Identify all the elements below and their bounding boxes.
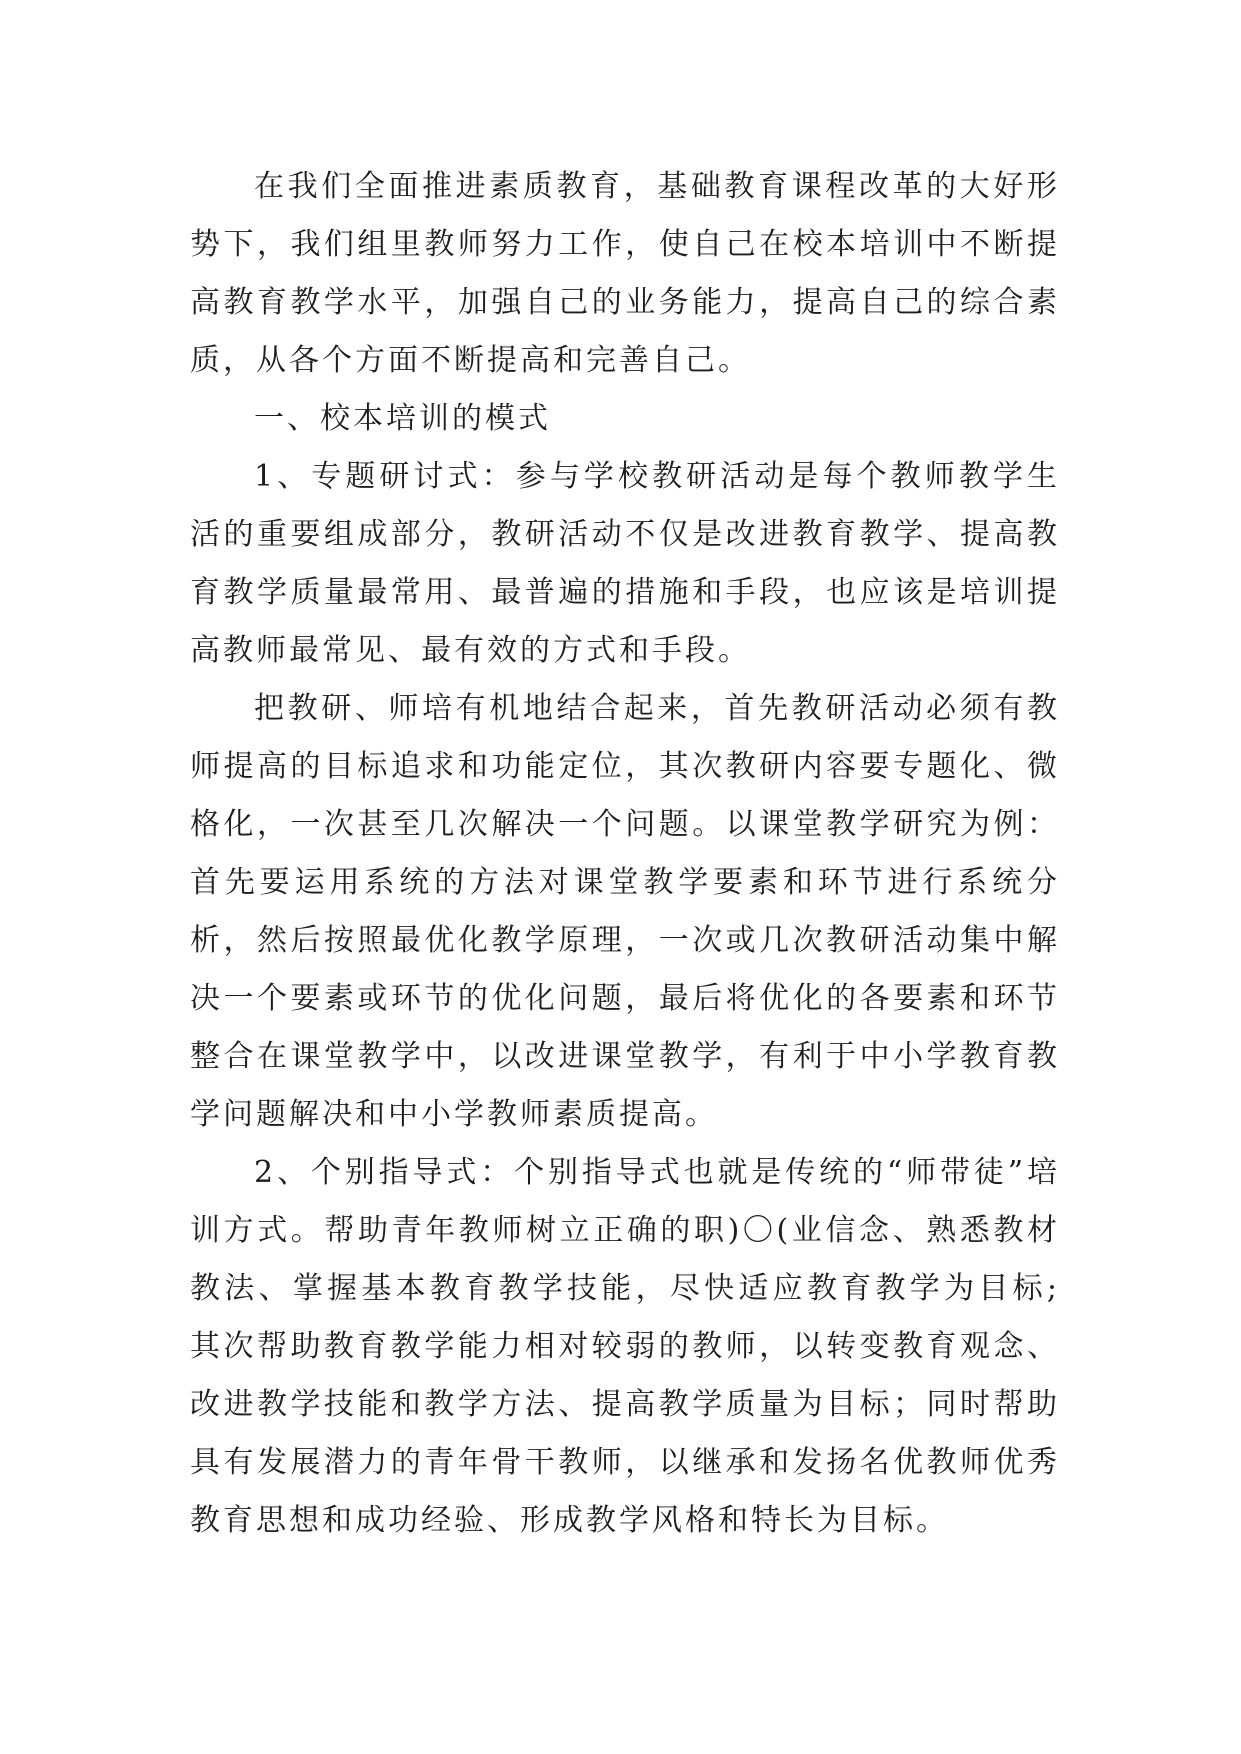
paragraph-topic-seminar: 1、专题研讨式：参与学校教研活动是每个教师教学生活的重要组成部分，教研活动不仅是改进教育教学、提高教育教学质量最常用、最普遍的措施和手段，也应该是培训提高教师最常见、最有效的方式和手段。 xyxy=(190,459,1060,668)
paragraph-research-integration: 把教研、师培有机地结合起来，首先教研活动必须有教师提高的目标追求和功能定位，其次教研内容要专题化、微格化，一次甚至几次解决一个问题。以课堂教学研究为例：首先要运用系统的方法对课堂教学要素和环节进行系统分析，然后按照最优化教学原理，一次或几次教研活动集中解决一个要素或环节的优化问题，最后将优化的各要素和环节整合在课堂教学中，以改进课堂教学，有利于中小学教育教学问题解决和中小学教师素质提高。 xyxy=(190,691,1060,1132)
document-body xyxy=(190,158,1060,1550)
section-heading-training-modes: 一、校本培训的模式 xyxy=(254,401,551,436)
paragraph-individual-guidance: 2、个别指导式：个别指导式也就是传统的“师带徒”培训方式。帮助青年教师树立正确的职)〇(业信念、熟悉教材教法、掌握基本教育教学技能，尽快适应教育教学为目标;其次帮助教育教学能力相对较弱的教师，以转变教育观念、改进教学技能和教学方法、提高教学质量为目标；同时帮助具有发展潜力的青年骨干教师，以继承和发扬名优教师优秀教育思想和成功经验、形成教学风格和特长为目标。 xyxy=(190,1155,1060,1538)
paragraph-intro: 在我们全面推进素质教育，基础教育课程改革的大好形势下，我们组里教师努力工作，使自己在校本培训中不断提高教育教学水平，加强自己的业务能力，提高自己的综合素质，从各个方面不断提高和完善自己。 xyxy=(190,169,1060,378)
